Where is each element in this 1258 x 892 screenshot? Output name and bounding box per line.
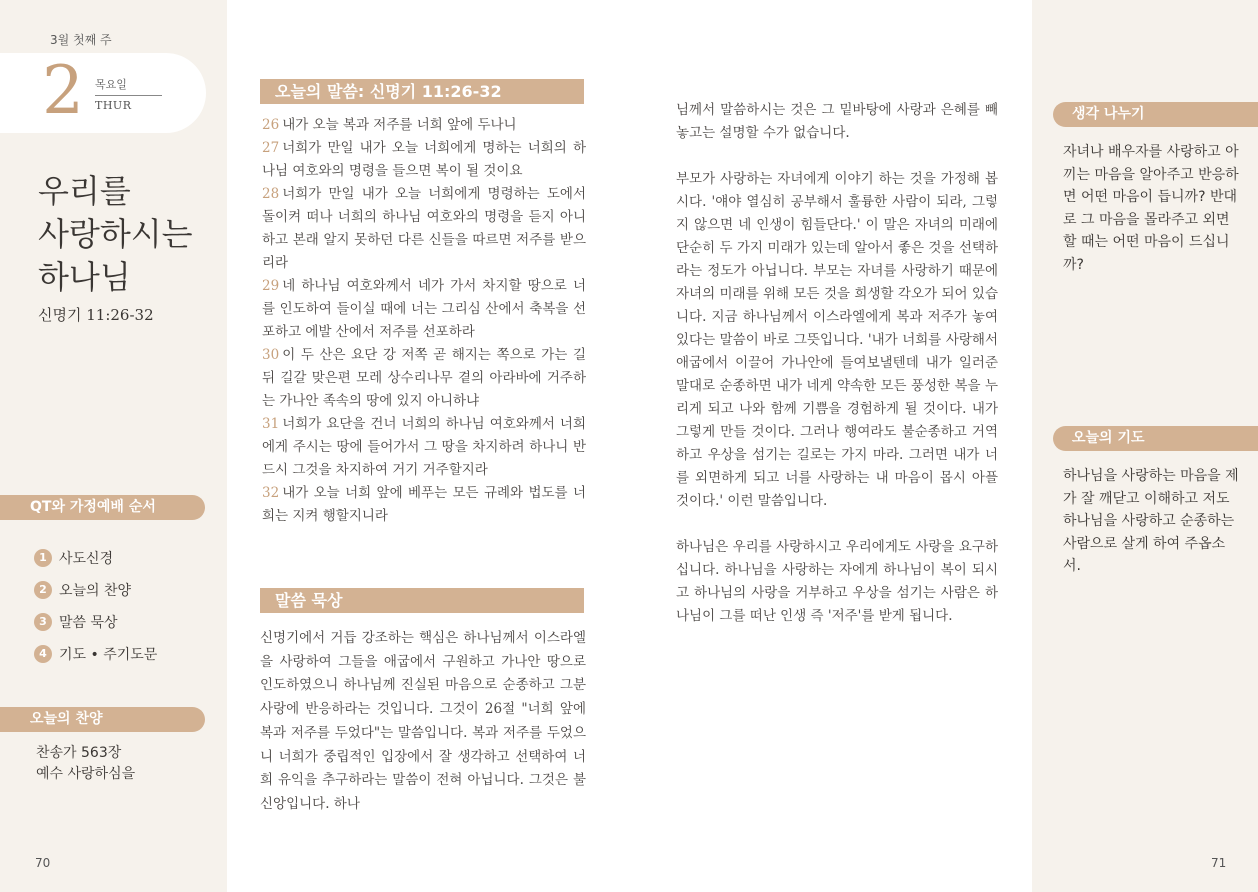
weekday-english: THUR: [95, 99, 132, 112]
step-label: 기도 • 주기도문: [59, 647, 158, 663]
hymn-info: [36, 743, 135, 785]
hymn-heading: 오늘의 찬양: [0, 707, 205, 732]
hymn-title: 예수 사랑하심을: [36, 766, 136, 782]
verse-number: 28: [262, 186, 280, 202]
scripture-passage: [262, 114, 586, 528]
paragraph: 하나님은 우리를 사랑하시고 우리에게도 사랑을 요구하십니다. 하나님을 사랑하는 자에게 하나님이 복이 되시고 하나님의 사랑을 거부하고 우상을 섬기는 사람은 하나님이 그를 떠난 인생 즉 '저주'를 받게 됩니다.: [676, 539, 998, 624]
verse-number: 30: [262, 347, 280, 363]
verse: [262, 344, 586, 413]
step-number-badge: 1: [34, 549, 52, 567]
verse-number: 26: [262, 117, 280, 133]
step-number-badge: 4: [34, 645, 52, 663]
meditation-continued: [676, 99, 998, 651]
step-label: 사도신경: [59, 551, 114, 567]
qt-order-list: [34, 542, 157, 670]
verse-text: 내가 오늘 너희 앞에 베푸는 모든 규례와 법도를 너희는 지켜 행할지니라: [262, 485, 586, 524]
list-item: [34, 542, 157, 574]
verse-text: 너희가 요단을 건너 너희의 하나님 여호와께서 너희에게 주시는 땅에 들어가서 그 땅을 차지하려 하나니 반드시 그것을 차지하여 거기 거주할지라: [262, 416, 586, 478]
verse: [262, 482, 586, 528]
step-label: 오늘의 찬양: [59, 583, 132, 599]
paragraph: 부모가 사랑하는 자녀에게 이야기 하는 것을 가정해 봅시다. '얘야 열심히 공부해서 훌륭한 사람이 되라, 그렇지 않으면 네 인생이 힘들단다.' 이 말은 자녀의 미래에 단순히 두 가지 미래가 있는데 알아서 좋은 것을 선택하라는 정도가 아닙니다. 부모는 자녀를 사랑하기 때문에 자녀의 미래를 위해 모든 것을 희생할 각오가 되어 있습니다. 지금 하나님께서 이스라엘에게 복과 저주가 놓여 있다는 말씀이 바로 그뜻입니다. '내가 너희를 사랑해서 애굽에서 이끌어 가나안에 들여보낼텐데 내가 일러준 말대로 순종하면 내가 네게 약속한 모든 풍성한 복을 누리게 되고 나와 함께 기쁨을 경험하게 될 것이다. 내가 그렇게 만들 것이다. 그러나 행여라도 불순종하고 거역하고 우상을 섬기는 길로는 가지 마라. 그러면 내가 너를 외면하게 되고 너를 사랑하는 내 마음이 몹시 아플 것이다.' 이런 말씀입니다.: [676, 171, 998, 509]
page-title-line: 사랑하시는: [38, 215, 193, 253]
verse-text: 이 두 산은 요단 강 저쪽 곧 해지는 쪽으로 가는 길 뒤 길갈 맞은편 모레 상수리나무 곁의 아라바에 거주하는 가나안 족속의 땅에 있지 아니하냐: [262, 347, 586, 409]
qt-order-heading: QT와 가정예배 순서: [0, 495, 205, 520]
verse-number: 31: [262, 416, 280, 432]
page-number-right: 71: [1211, 856, 1227, 870]
meditation-heading: 말씀 묵상: [260, 588, 584, 613]
prayer-text: 하나님을 사랑하는 마음을 제가 잘 깨닫고 이해하고 저도 하나님을 사랑하고 순종하는 사람으로 살게 하여 주옵소서.: [1063, 468, 1239, 574]
meditation-text: 신명기에서 거듭 강조하는 핵심은 하나님께서 이스라엘을 사랑하여 그들을 애굽에서 구원하고 가나안 땅으로 인도하였으니 하나님께 진실된 마음으로 순종하고 그분 사랑에 반응하라는 것입니다. 그것이 26절 "너희 앞에 복과 저주를 두었다"는 말씀입니다. 복과 저주를 두었으니 너희가 중립적인 입장에서 잘 생각하고 선택하여 너희 유익을 추구하라는 말씀이 전혀 아닙니다. 그것은 불신앙입니다. 하나: [260, 630, 586, 812]
list-item: [34, 574, 157, 606]
sharing-heading: 생각 나누기: [1053, 102, 1258, 127]
step-number-badge: 3: [34, 613, 52, 631]
weekday-divider: [95, 95, 162, 96]
date-pill: [0, 53, 206, 133]
verse-text: 네 하나님 여호와께서 네가 가서 차지할 땅으로 너를 인도하여 들이실 때에 너는 그리심 산에서 축복을 선포하고 에발 산에서 저주를 선포하라: [262, 278, 586, 340]
list-item: [34, 606, 157, 638]
verse: [262, 183, 586, 275]
page-title-line: 우리를: [38, 172, 131, 210]
list-item: [34, 638, 157, 670]
verse-text: 너희가 만일 내가 오늘 너희에게 명령하는 도에서 돌이켜 떠나 너희의 하나님 여호와의 명령을 듣지 아니하고 본래 알지 못하던 다른 신들을 따르면 저주를 받으리라: [262, 186, 586, 271]
step-number-badge: 2: [34, 581, 52, 599]
verse: [262, 413, 586, 482]
hymn-number: 찬송가 563장: [36, 745, 122, 761]
week-label: 3월 첫째 주: [50, 33, 112, 47]
verse: [262, 114, 586, 137]
verse-text: 내가 오늘 복과 저주를 너희 앞에 두나니: [282, 117, 517, 133]
page-title: [38, 170, 223, 299]
prayer-heading: 오늘의 기도: [1053, 426, 1258, 451]
verse-number: 29: [262, 278, 280, 294]
scripture-heading: 오늘의 말씀: 신명기 11:26-32: [260, 79, 584, 104]
step-label: 말씀 묵상: [59, 615, 118, 631]
title-reference: 신명기 11:26-32: [38, 306, 154, 324]
paragraph: 님께서 말씀하시는 것은 그 밑바탕에 사랑과 은혜를 빼놓고는 설명할 수가 없습니다.: [676, 102, 998, 141]
verse: [262, 137, 586, 183]
day-number: 2: [42, 52, 84, 129]
page-number-left: 70: [35, 856, 51, 870]
verse-number: 27: [262, 140, 280, 156]
verse-text: 너희가 만일 내가 오늘 너희에게 명하는 너희의 하나님 여호와의 명령을 들으면 복이 될 것이요: [262, 140, 586, 179]
weekday-korean: 목요일: [95, 78, 127, 91]
page-title-line: 하나님: [38, 258, 131, 296]
verse: [262, 275, 586, 344]
verse-number: 32: [262, 485, 280, 501]
sharing-text: 자녀나 배우자를 사랑하고 아끼는 마음을 알아주고 반응하면 어떤 마음이 듭니까? 반대로 그 마음을 몰라주고 외면할 때는 어떤 마음이 드십니까?: [1063, 144, 1239, 273]
